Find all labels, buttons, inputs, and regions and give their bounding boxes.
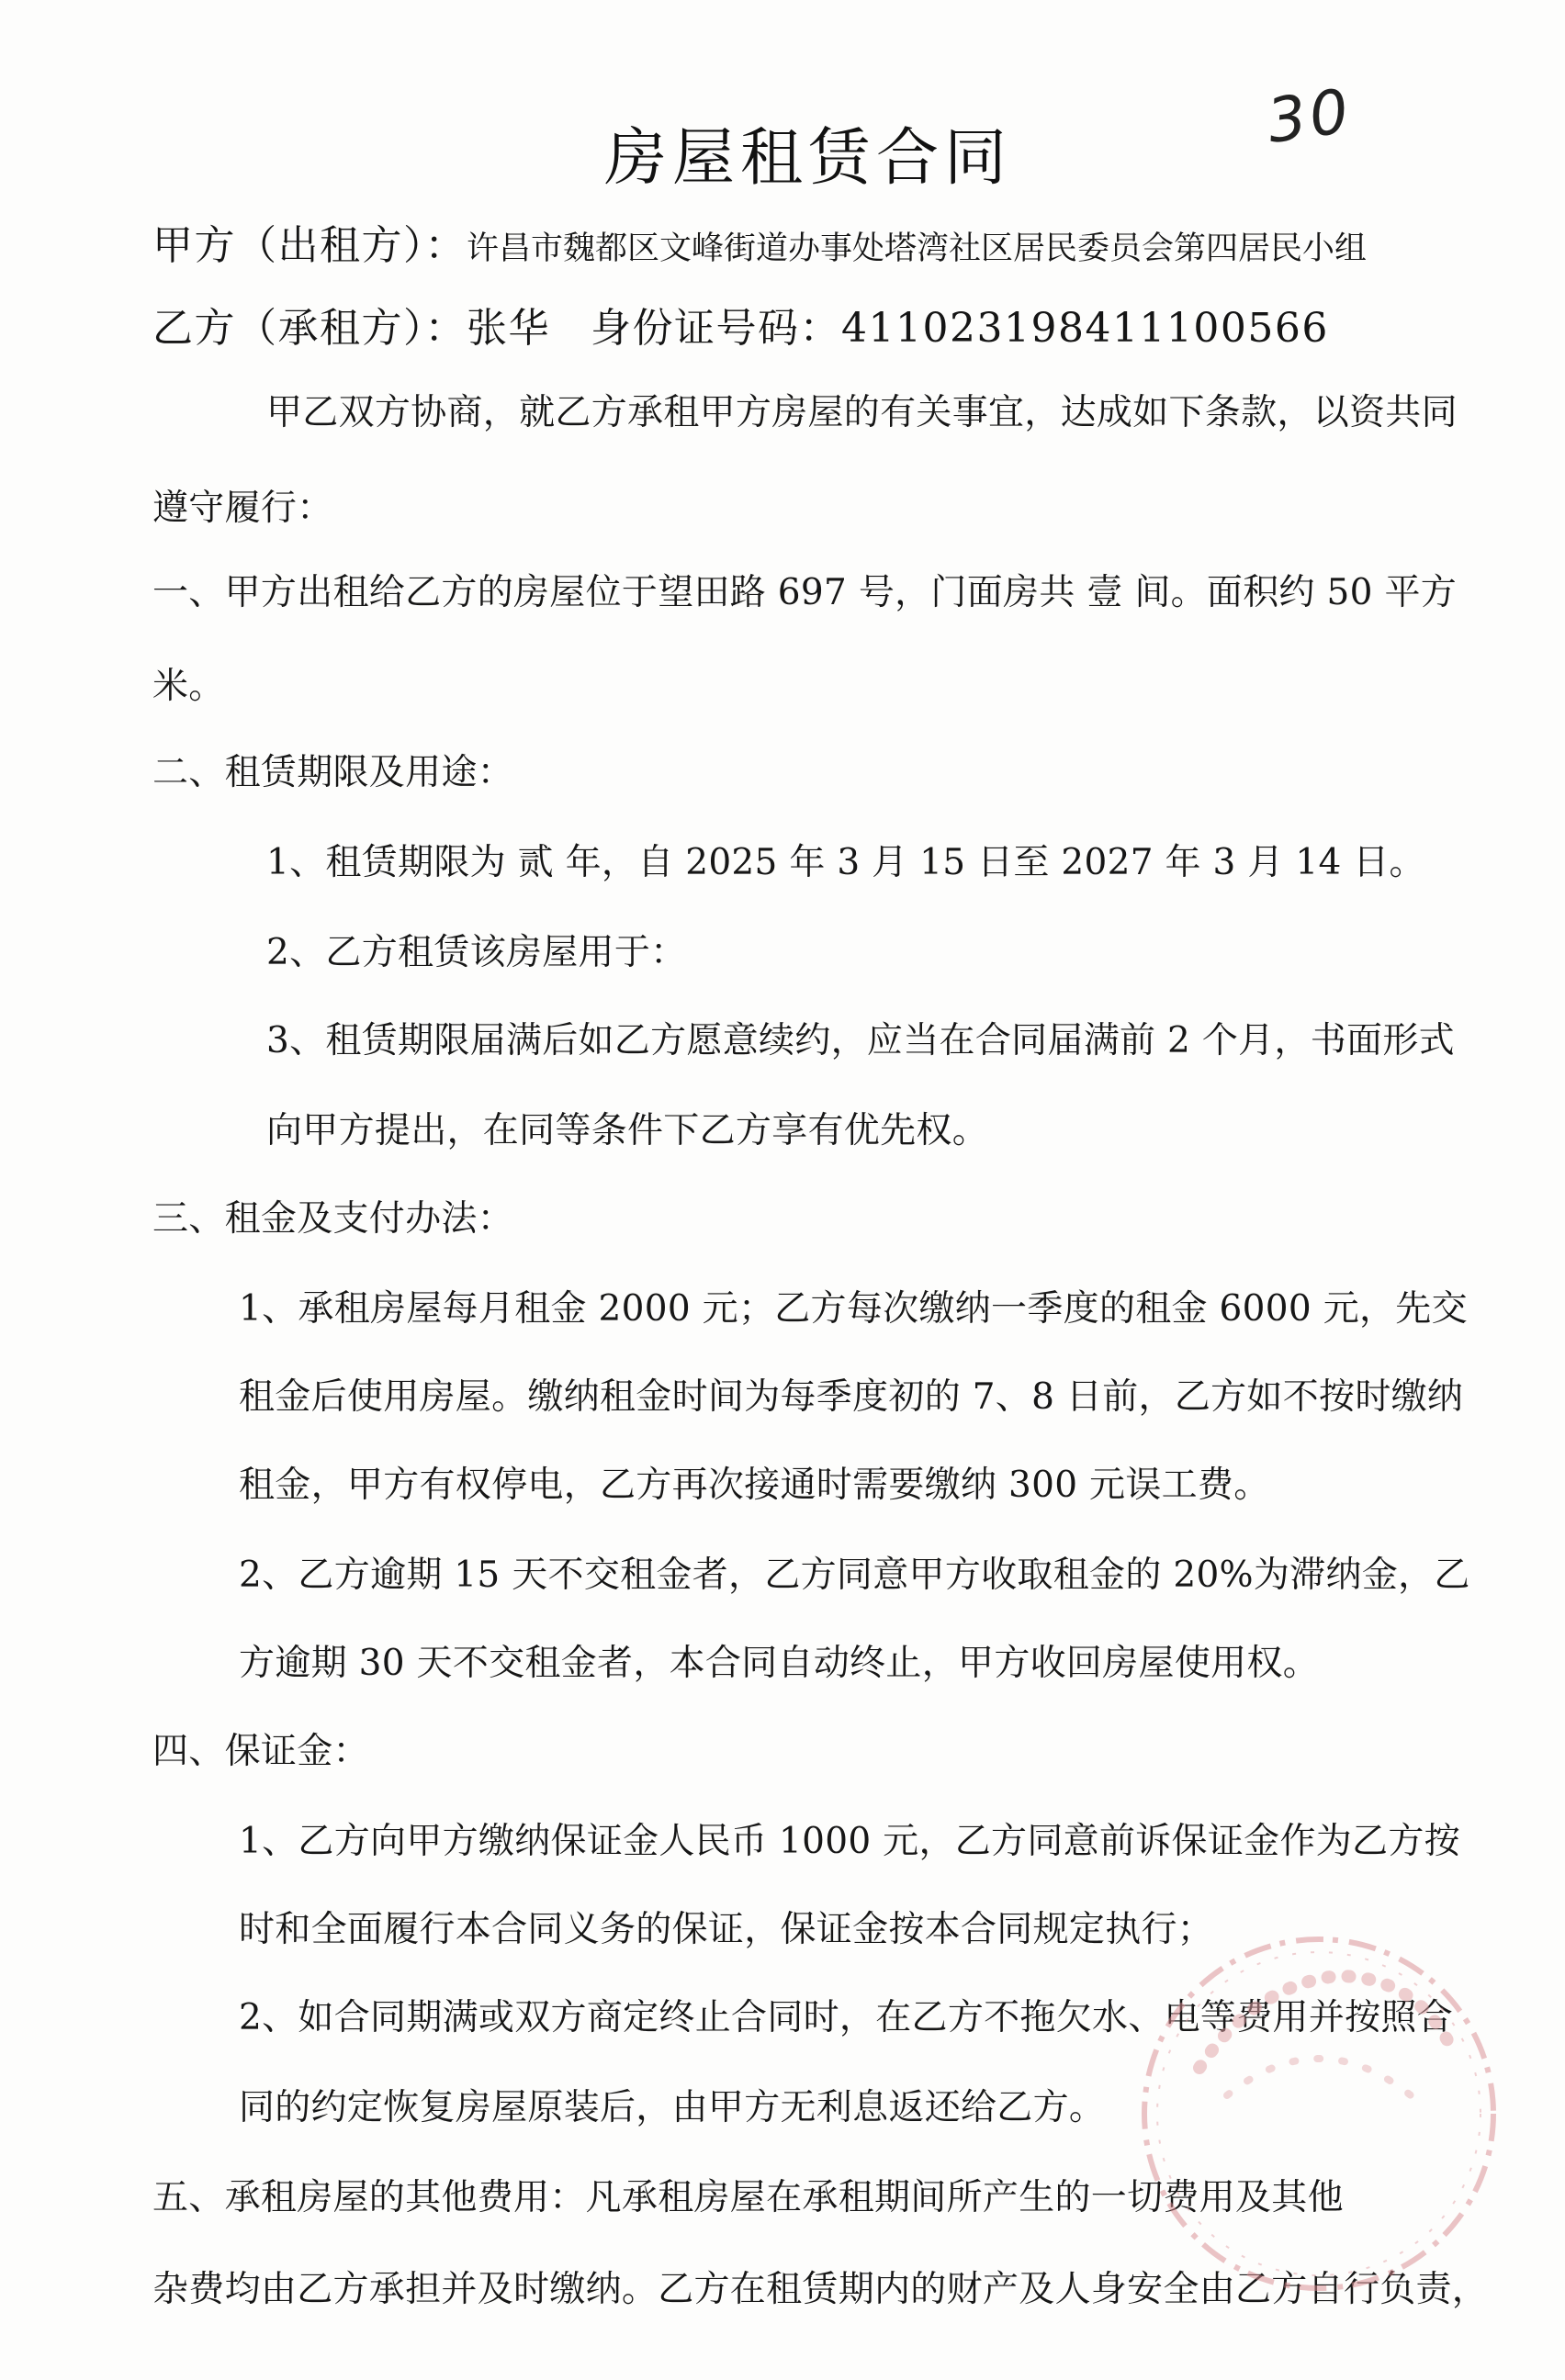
section2-heading: 二、租赁期限及用途： [152, 752, 514, 793]
seal-outer-ring [1144, 1939, 1493, 2288]
section3-item-1-line-3: 租金，甲方有权停电，乙方再次接通时需要缴纳 300 元误工费。 [239, 1465, 1270, 1506]
section4-item-1-line-1: 1、乙方向甲方缴纳保证金人民币 1000 元，乙方同意前诉保证金作为乙方按 [239, 1821, 1460, 1862]
party-a-line [152, 220, 1367, 275]
seal-faded-lettering-inner [1227, 2059, 1411, 2095]
section3-item-2-line-1: 2、乙方逾期 15 天不交租金者，乙方同意甲方收取租金的 20%为滞纳金，乙 [239, 1555, 1470, 1596]
section2-item-2: 2、乙方租赁该房屋用于： [266, 932, 687, 973]
section5-line-1: 五、承租房屋的其他费用：凡承租房屋在承租期间所产生的一切费用及其他 [152, 2177, 1344, 2218]
section3-item-1-line-2: 租金后使用房屋。缴纳租金时间为每季度初的 7、8 日前，乙方如不按时缴纳 [239, 1376, 1464, 1418]
section5-line-2: 杂费均由乙方承担并及时缴纳。乙方在租赁期内的财产及人身安全由乙方自行负责， [152, 2269, 1489, 2310]
seal-faded-lettering-arc [1199, 1976, 1447, 2068]
party-b-name: 张华 [467, 305, 550, 352]
preamble-line-2: 遵守履行： [152, 488, 333, 529]
section4-item-1-line-2: 时和全面履行本合同义务的保证，保证金按本合同规定执行； [239, 1909, 1214, 1950]
party-b-line [152, 303, 1329, 354]
document-title: 房屋租赁合同 [603, 122, 1012, 195]
section4-item-2-line-2: 同的约定恢复房屋原装后，由甲方无利息返还给乙方。 [239, 2087, 1106, 2128]
section1-line-2: 米。 [152, 666, 225, 707]
handwritten-page-number: 30 [1263, 74, 1357, 158]
party-b-id-label: 身份证号码： [591, 305, 841, 352]
party-b-label: 乙方（承租方）： [152, 305, 467, 352]
section4-heading: 四、保证金： [152, 1731, 369, 1772]
party-a-label: 甲方（出租方）： [152, 222, 467, 269]
section2-item-3-line-2: 向甲方提出，在同等条件下乙方享有优先权。 [266, 1110, 989, 1151]
party-b-id-number: 411023198411100566 [841, 305, 1329, 352]
section3-item-1-line-1: 1、承租房屋每月租金 2000 元；乙方每次缴纳一季度的租金 6000 元，先交 [239, 1288, 1468, 1330]
section3-heading: 三、租金及支付办法： [152, 1198, 514, 1240]
section4-item-2-line-1: 2、如合同期满或双方商定终止合同时，在乙方不拖欠水、电等费用并按照合 [239, 1997, 1454, 2038]
section2-item-1: 1、租赁期限为 贰 年，自 2025 年 3 月 15 日至 2027 年 3 月 14 日。 [266, 842, 1425, 883]
section2-item-3-line-1: 3、租赁期限届满后如乙方愿意续约，应当在合同届满前 2 个月，书面形式 [266, 1020, 1455, 1061]
seal-inner-ring [1157, 1952, 1481, 2275]
preamble-line-1: 甲乙双方协商，就乙方承租甲方房屋的有关事宜，达成如下条款，以资共同 [266, 392, 1458, 433]
section1-line-1: 一、甲方出租给乙方的房屋位于望田路 697 号，门面房共 壹 间。面积约 50 平方 [152, 572, 1458, 613]
section3-item-2-line-2: 方逾期 30 天不交租金者，本合同自动终止，甲方收回房屋使用权。 [239, 1643, 1320, 1684]
official-seal-stamp [1098, 1884, 1539, 2325]
party-a-name: 许昌市魏都区文峰街道办事处塔湾社区居民委员会第四居民小组 [467, 230, 1368, 267]
